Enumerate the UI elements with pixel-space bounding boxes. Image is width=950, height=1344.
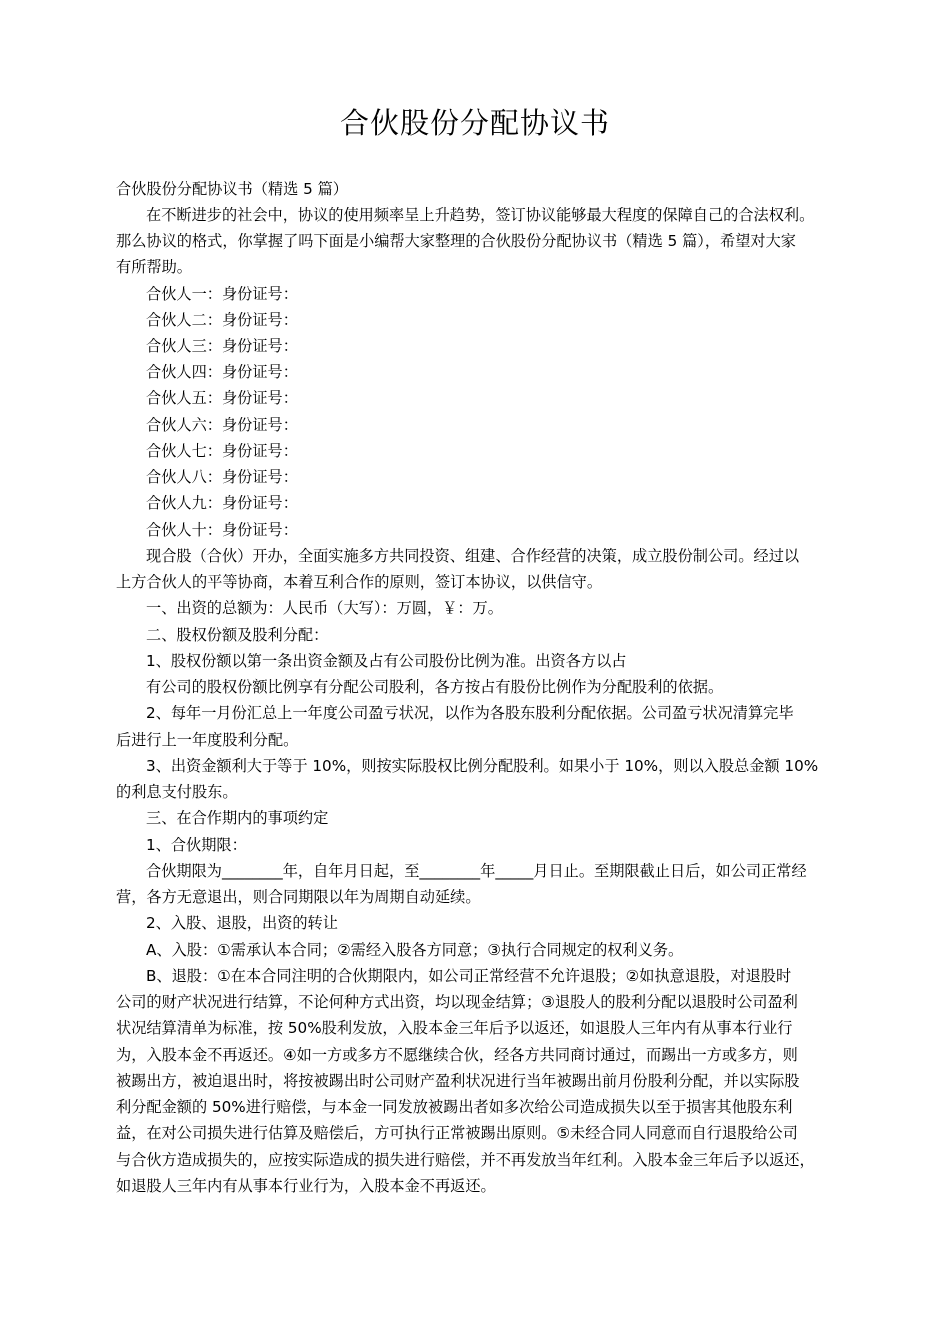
partner-line: 合伙人一：身份证号： bbox=[146, 285, 298, 303]
partner-line: 合伙人八：身份证号： bbox=[146, 468, 298, 486]
partner-line: 合伙人六：身份证号： bbox=[146, 416, 298, 434]
partner-line: 合伙人十：身份证号： bbox=[146, 521, 298, 539]
intro-line: 那么协议的格式，你掌握了吗下面是小编帮大家整理的合伙股份分配协议书（精选 5 篇），希望对大家 bbox=[116, 232, 796, 250]
clause-line: A、入股：①需承认本合同；②需经入股各方同意；③执行合同规定的权利义务。 bbox=[146, 941, 684, 959]
clause-line: 益，在对公司损失进行估算及赔偿后，方可执行正常被踢出原则。⑤未经合同人同意而自行退股给公司 bbox=[116, 1124, 798, 1142]
clause-line: 为，入股本金不再返还。④如一方或多方不愿继续合伙，经各方共同商讨通过，而踢出一方或多方，则 bbox=[116, 1046, 798, 1064]
clause-line: 的利息支付股东。 bbox=[116, 783, 238, 801]
document-subtitle: 合伙股份分配协议书（精选 5 篇） bbox=[116, 180, 348, 198]
section-heading: 一、出资的总额为：人民币（大写）：万圆，￥：万。 bbox=[146, 599, 503, 617]
clause-line: 与合伙方造成损失的，应按实际造成的损失进行赔偿，并不再发放当年红利。入股本金三年后予以返还， bbox=[116, 1151, 815, 1169]
clause-line: 被踢出方，被迫退出时，将按被踢出时公司财产盈利状况进行当年被踢出前月份股利分配，并以实际股 bbox=[116, 1072, 800, 1090]
preamble-line: 上方合伙人的平等协商，本着互利合作的原则，签订本协议，以供信守。 bbox=[116, 573, 602, 591]
partner-line: 合伙人九：身份证号： bbox=[146, 494, 298, 512]
partner-line: 合伙人三：身份证号： bbox=[146, 337, 298, 355]
section-heading: 三、在合作期内的事项约定 bbox=[146, 809, 329, 827]
partner-line: 合伙人四：身份证号： bbox=[146, 363, 298, 381]
clause-line: 利分配金额的 50%进行赔偿，与本金一同发放被踢出者如多次给公司造成损失以至于损害其他股东利 bbox=[116, 1098, 793, 1116]
intro-line: 有所帮助。 bbox=[116, 258, 192, 276]
document-title: 合伙股份分配协议书 bbox=[339, 106, 610, 140]
clause-line: 有公司的股权份额比例享有分配公司股利，各方按占有股份比例作为分配股利的依据。 bbox=[146, 678, 724, 696]
clause-line: 公司的财产状况进行结算，不论何种方式出资，均以现金结算；③退股人的股利分配以退股时公司盈利 bbox=[116, 993, 798, 1011]
clause-line: 状况结算清单为标准，按 50%股利发放，入股本金三年后予以返还，如退股人三年内有从事本行业行 bbox=[116, 1019, 793, 1037]
clause-line: 2、每年一月份汇总上一年度公司盈亏状况，以作为各股东股利分配依据。公司盈亏状况清算完毕 bbox=[146, 704, 794, 722]
clause-line: 营，各方无意退出，则合同期限以年为周期自动延续。 bbox=[116, 888, 481, 906]
partner-line: 合伙人五：身份证号： bbox=[146, 389, 298, 407]
partner-line: 合伙人七：身份证号： bbox=[146, 442, 298, 460]
clause-line: 1、股权份额以第一条出资金额及占有公司股份比例为准。出资各方以占 bbox=[146, 652, 627, 670]
section-heading: 二、股权份额及股利分配： bbox=[146, 626, 329, 644]
clause-title: 1、合伙期限： bbox=[146, 836, 247, 854]
intro-line: 在不断进步的社会中，协议的使用频率呈上升趋势，签订协议能够最大程度的保障自己的合法权利。 bbox=[146, 206, 815, 224]
clause-line: 如退股人三年内有从事本行业行为，入股本金不再返还。 bbox=[116, 1177, 496, 1195]
preamble-line: 现合股（合伙）开办，全面实施多方共同投资、组建、合作经营的决策，成立股份制公司。经过以 bbox=[146, 547, 800, 565]
clause-title: 2、入股、退股，出资的转让 bbox=[146, 914, 338, 932]
clause-line: 合伙期限为________年，自年月日起，至________年_____月日止。至期限截止日后，如公司正常经 bbox=[146, 862, 807, 880]
clause-line: 3、出资金额利大于等于 10%，则按实际股权比例分配股利。如果小于 10%，则以入股总金额 10% bbox=[146, 757, 819, 775]
clause-line: 后进行上一年度股利分配。 bbox=[116, 731, 299, 749]
partner-line: 合伙人二：身份证号： bbox=[146, 311, 298, 329]
clause-line: B、退股：①在本合同注明的合伙期限内，如公司正常经营不允许退股；②如执意退股，对退股时 bbox=[146, 967, 792, 985]
